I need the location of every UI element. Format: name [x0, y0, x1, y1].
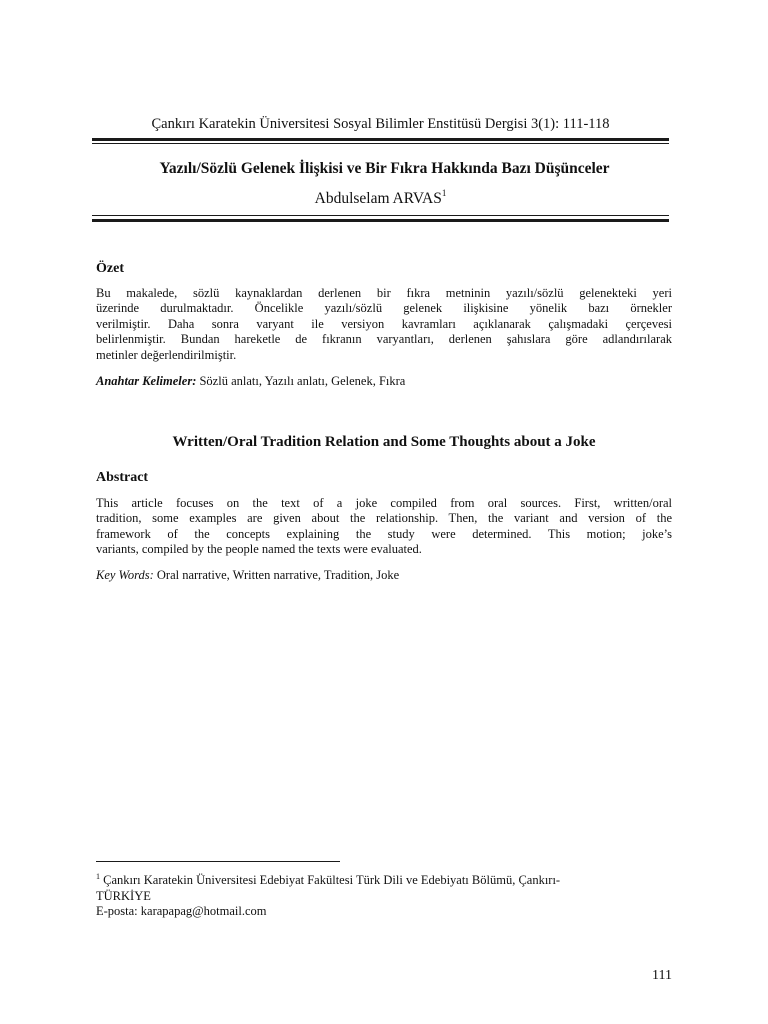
- abstract-keywords: [96, 568, 672, 583]
- ozet-heading: Özet: [96, 261, 124, 276]
- keywords-text-tr: Sözlü anlatı, Yazılı anlatı, Gelenek, Fıkra: [199, 374, 406, 388]
- article-title-tr: Yazılı/Sözlü Gelenek İlişkisi ve Bir Fıkra Hakkında Bazı Düşünceler: [159, 160, 610, 177]
- abstract-line: This article focuses on the text of a joke compiled from oral sources. First, written/oral: [96, 496, 672, 510]
- footnote-line: [96, 869, 676, 889]
- title-rule-thin: [92, 215, 669, 216]
- author-name: [92, 188, 669, 208]
- footnote-mark: 1: [96, 872, 100, 881]
- footnote-email: E-posta: karapapag@hotmail.com: [96, 904, 267, 918]
- footnote-country: TÜRKİYE: [96, 888, 151, 903]
- ozet-line: metinler değerlendirilmiştir.: [96, 347, 237, 362]
- keywords-text-en: Oral narrative, Written narrative, Tradition, Joke: [156, 568, 400, 582]
- ozet-line: verilmiştir. Daha sonra varyant ile versiyon kavramları açıklanarak çalışmadaki çerçevesi: [96, 316, 672, 331]
- journal-header: Çankırı Karatekin Üniversitesi Sosyal Bilimler Enstitüsü Dergisi 3(1): 111-118: [151, 116, 610, 132]
- ozet-keywords: [96, 374, 672, 389]
- author-text: Abdulselam ARVAS: [314, 190, 442, 207]
- abstract-line: framework of the concepts explaining the study were determined. This motion; joke’s: [96, 526, 672, 541]
- ozet-line: Bu makalede, sözlü kaynaklardan derlenen bir fıkra metninin yazılı/sözlü gelenekteki yeri: [96, 286, 672, 300]
- ozet-line: belirlenmiştir. Bundan hareketle de fıkranın varyantları, derlenen şahıslara göre adlandırılarak: [96, 332, 672, 347]
- title-rule-thick: [92, 219, 669, 222]
- ozet-paragraph: [96, 286, 672, 363]
- header-rule-thick: [92, 138, 669, 141]
- abstract-line: tradition, some examples are given about the relationship. Then, the variant and version of the: [96, 511, 672, 526]
- author-footnote-mark: 1: [441, 188, 447, 198]
- abstract-heading: Abstract: [96, 470, 149, 485]
- page-number: 111: [652, 968, 672, 983]
- footnote-affiliation: Çankırı Karatekin Üniversitesi Edebiyat Fakültesi Türk Dili ve Edebiyatı Bölümü, Çankırı-: [103, 873, 561, 887]
- header-rule-thin: [92, 143, 669, 144]
- ozet-line: üzerinde durulmaktadır. Öncelikle yazılı/sözlü gelenek ilişkisine yönelik bazı örnekler: [96, 301, 672, 316]
- keywords-label-en: Key Words:: [96, 568, 154, 582]
- article-title-en: Written/Oral Tradition Relation and Some Thoughts about a Joke: [172, 434, 596, 450]
- footnote: [96, 869, 676, 920]
- keywords-label-tr: Anahtar Kelimeler:: [96, 374, 197, 388]
- abstract-line: variants, compiled by the people named the texts were evaluated.: [96, 542, 422, 557]
- footnote-rule: [96, 861, 340, 862]
- abstract-paragraph: [96, 496, 672, 558]
